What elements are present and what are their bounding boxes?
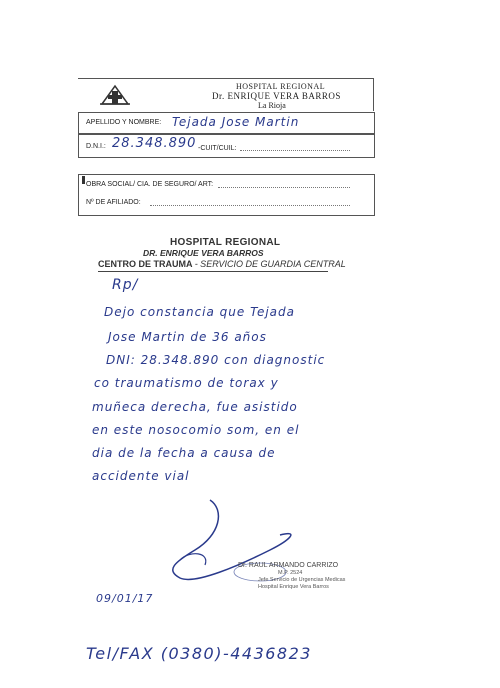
rx-hospital-name: HOSPITAL REGIONAL: [170, 237, 281, 248]
name-value: Tejada Jose Martin: [172, 115, 300, 129]
rx-director: DR. ENRIQUE VERA BARROS: [143, 248, 264, 258]
rx-symbol: Rp/: [112, 277, 139, 293]
rx-center: [98, 259, 346, 269]
rx-line-5: muñeca derecha, fue asistido: [92, 400, 298, 414]
dni-value: 28.348.890: [112, 136, 197, 151]
stamp-doctor-name: Dr. RAUL ARMANDO CARRIZO: [238, 562, 339, 569]
rx-line-4: co traumatismo de torax y: [94, 376, 279, 390]
rx-divider: [98, 271, 328, 272]
rx-service-name: - SERVICIO DE GUARDIA CENTRAL: [194, 259, 346, 269]
header-hospital-name: HOSPITAL REGIONAL: [236, 82, 326, 91]
name-label: APELLIDO Y NOMBRE:: [86, 119, 162, 126]
rx-line-3: DNI: 28.348.890 con diagnostic: [106, 353, 326, 367]
afiliado-line: [150, 205, 350, 206]
obra-social-label: OBRA SOCIAL/ CIA. DE SEGURO/ ART:: [86, 181, 214, 188]
rx-line-7: dia de la fecha a causa de: [92, 446, 276, 460]
obra-social-line: [218, 187, 350, 188]
stamp-hospital: Hospital Enrique Vera Barros: [258, 584, 329, 590]
rx-line-8: accidente vial: [92, 469, 190, 483]
header-director: Dr. ENRIQUE VERA BARROS: [212, 91, 341, 101]
cuit-line: [240, 150, 350, 151]
afiliado-label: Nº DE AFILIADO:: [86, 199, 141, 206]
stamp-mp: M.P. 2524: [278, 570, 303, 576]
date: 09/01/17: [96, 592, 154, 605]
header-city: La Rioja: [258, 101, 286, 110]
scan-mark: [82, 176, 85, 184]
dni-label: D.N.I.:: [86, 143, 106, 150]
rx-line-6: en este nosocomio som, en el: [92, 423, 300, 437]
rx-line-1: Dejo constancia que Tejada: [104, 305, 295, 319]
hospital-logo-icon: [100, 84, 130, 106]
rx-center-name: CENTRO DE TRAUMA: [98, 259, 193, 269]
cuit-label: -CUIT/CUIL:: [198, 145, 237, 152]
stamp-title: Jefe Servicio de Urgencias Medicas: [258, 577, 346, 583]
phone: Tel/FAX (0380)-4436823: [86, 644, 312, 663]
rx-line-2: Jose Martin de 36 años: [108, 330, 267, 344]
